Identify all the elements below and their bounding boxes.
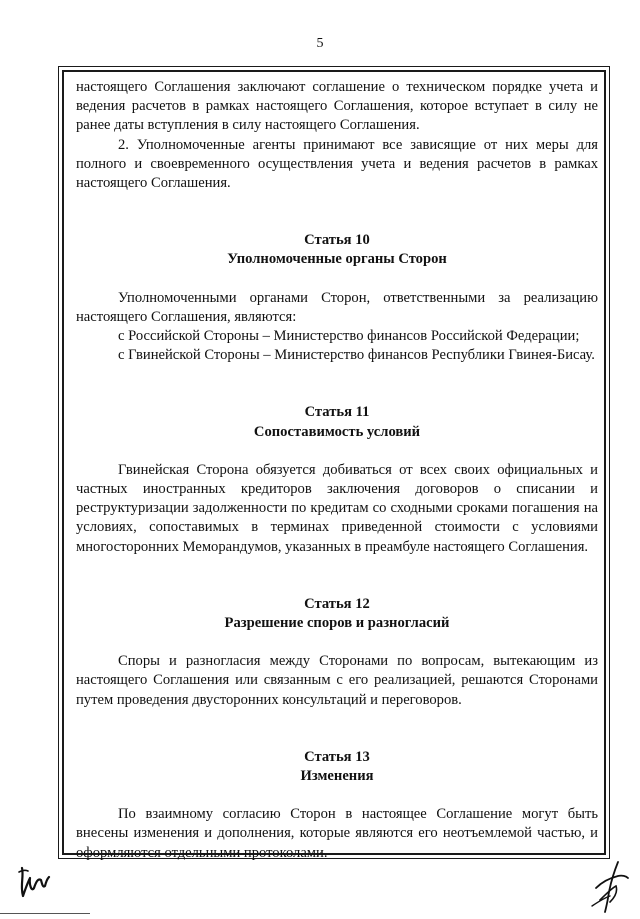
spacer [76,786,598,805]
article-11-number: Статья 11 [304,404,370,421]
article-12-number: Статья 12 [304,595,370,612]
initials-signature-left [14,862,54,902]
article-11-title: Сопоставимость условий [253,423,421,440]
spacer [76,270,598,289]
article-11-text: Гвинейская Сторона обязуется добиваться от всех своих официальных и частных иностранных кредиторов заключения договоров о списании и реструктуризации задолженности по кредитам со сходными сроками погашения на условиях, сопоставимых в терминах приведенной стоимости с условиями многосторонних Меморандумов, указанных в преамбуле настоящего Соглашения. [76,461,598,555]
intro-point-2: 2. Уполномоченные агенты принимают все зависящие от них меры для полного и своевременного осуществления учета и ведения расчетов в рамках настоящего Соглашения. [76,136,598,192]
article-13-number: Статья 13 [304,748,370,765]
article-13-text: По взаимному согласию Сторон в настоящее Соглашение могут быть внесены изменения и дополнения, которые являются его неотъемлемой частью, и оформляются отдельными протоколами. [76,806,598,861]
spacer [76,193,598,231]
scan-edge-line [0,913,90,914]
intro-continuation: настоящего Соглашения заключают соглашение о техническом порядке учета и ведения расчетов в рамках настоящего Соглашения, которое вступает в силу не ранее даты вступления в силу настоящего Соглашения. [76,79,598,134]
spacer [76,557,598,595]
article-11 [76,403,598,556]
spacer [76,710,598,748]
article-10-item-1: с Российской Стороны – Министерство финансов Российской Федерации; [118,328,580,345]
spacer [76,633,598,652]
article-10 [76,231,598,365]
article-13-title: Изменения [300,768,374,785]
spacer [76,365,598,403]
article-13 [76,748,598,863]
page-number: 5 [316,36,324,51]
spacer [76,442,598,461]
article-10-item-2: с Гвинейской Стороны – Министерство финансов Республики Гвинея-Бисау. [118,347,595,364]
article-10-title: Уполномоченные органы Сторон [227,251,447,268]
initials-signature-right [588,858,632,914]
article-10-text: Уполномоченными органами Сторон, ответственными за реализацию настоящего Соглашения, являются: [76,289,598,325]
document-body [76,78,598,863]
article-12-title: Разрешение споров и разногласий [224,615,450,632]
article-12 [76,595,598,710]
article-12-text: Споры и разногласия между Сторонами по вопросам, вытекающим из настоящего Соглашения или связанным с его реализацией, решаются Сторонами путем проведения двусторонних консультаций и переговоров. [76,653,598,708]
article-10-number: Статья 10 [304,232,370,249]
